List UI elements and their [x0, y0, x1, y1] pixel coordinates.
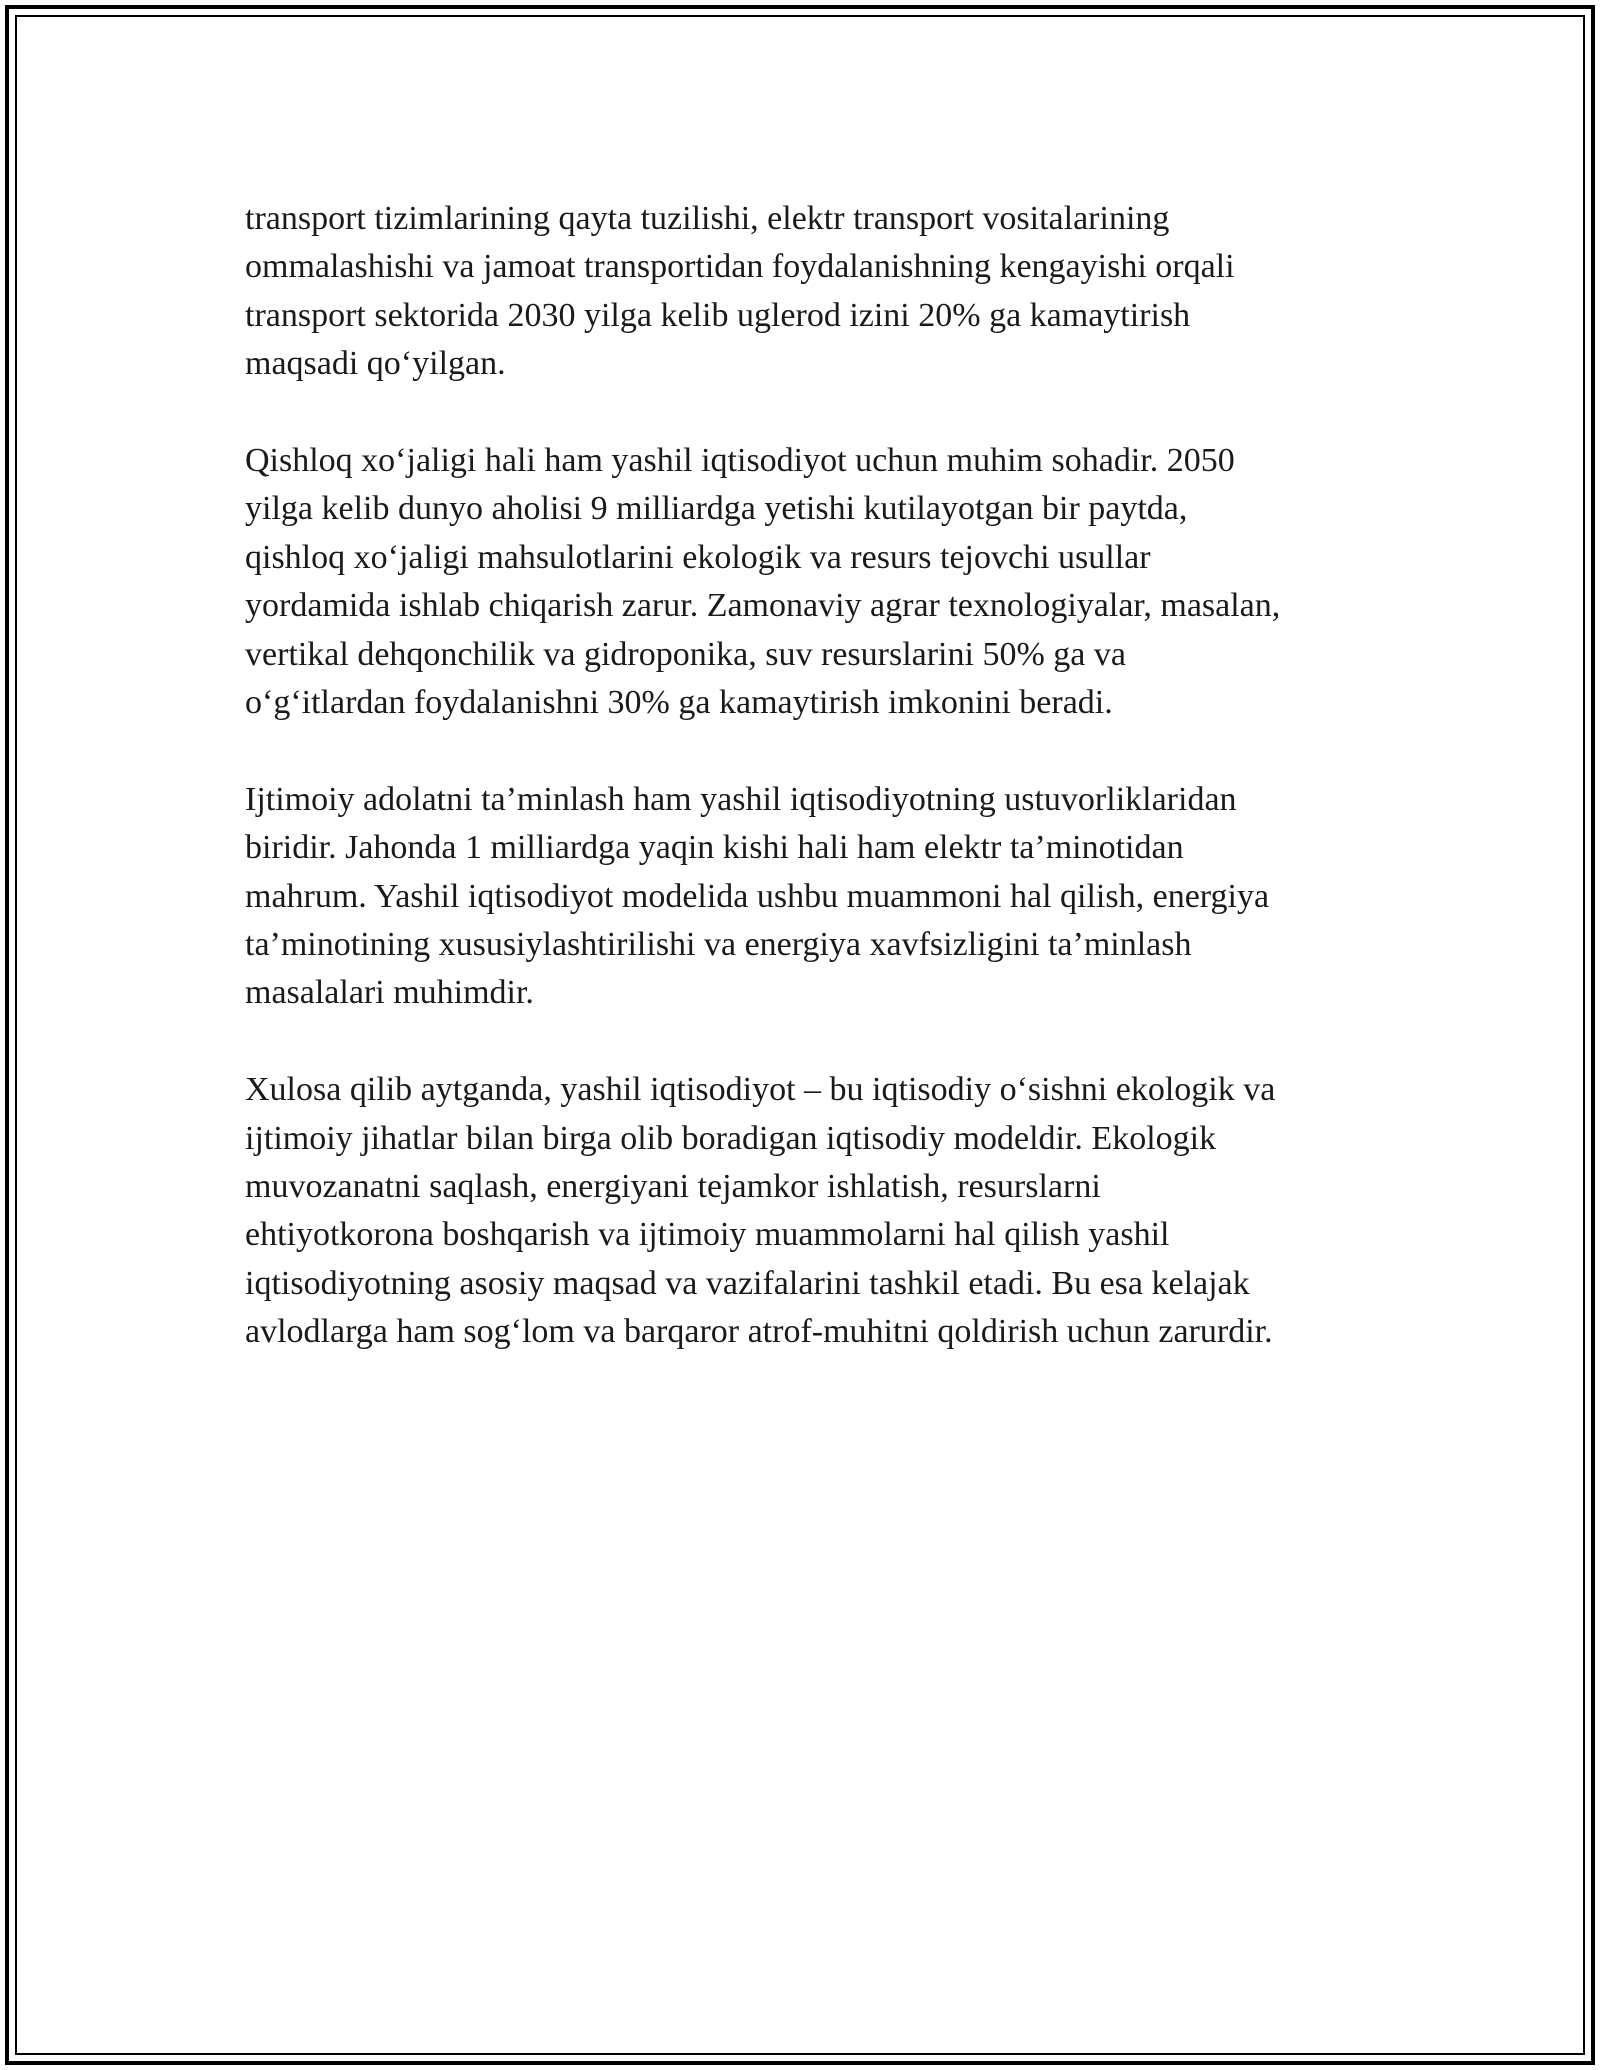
text-line: avlodlarga ham sog‘lom va barqaror atrof-muhitni qoldirish uchun zarurdir.	[245, 1313, 1273, 1351]
text-line: maqsadi qo‘yilgan.	[245, 345, 506, 383]
text-line: ehtiyotkorona boshqarish va ijtimoiy muammolarni hal qilish yashil	[245, 1216, 1170, 1254]
document-body	[245, 195, 1369, 1405]
text-line: Ijtimoiy adolatni ta’minlash ham yashil iqtisodiyotning ustuvorliklaridan	[245, 780, 1237, 818]
page-border	[5, 5, 1595, 2065]
text-line: Qishloq xo‘jaligi hali ham yashil iqtisodiyot uchun muhim sohadir. 2050	[245, 442, 1235, 480]
text-line: transport sektorida 2030 yilga kelib uglerod izini 20% ga kamaytirish	[245, 296, 1191, 334]
text-line: Xulosa qilib aytganda, yashil iqtisodiyot – bu iqtisodiy o‘sishni ekologik va	[245, 1071, 1276, 1109]
text-line: muvozanatni saqlash, energiyani tejamkor ishlatish, resurslarni	[245, 1168, 1101, 1206]
paragraph-conclusion	[245, 1066, 1369, 1356]
text-line: mahrum. Yashil iqtisodiyot modelida ushbu muammoni hal qilish, energiya	[245, 877, 1270, 915]
paragraph-agriculture	[245, 437, 1369, 727]
text-line: yilga kelib dunyo aholisi 9 milliardga yetishi kutilayotgan bir paytda,	[245, 490, 1188, 528]
text-line: ta’minotining xususiylashtirilishi va energiya xavfsizligini ta’minlash	[245, 926, 1192, 964]
text-line: iqtisodiyotning asosiy maqsad va vazifalarini tashkil etadi. Bu esa kelajak	[245, 1264, 1250, 1302]
paragraph-transport	[245, 195, 1369, 389]
text-line: yordamida ishlab chiqarish zarur. Zamonaviy agrar texnologiyalar, masalan,	[245, 587, 1281, 625]
text-line: ijtimoiy jihatlar bilan birga olib boradigan iqtisodiy modeldir. Ekologik	[245, 1119, 1217, 1157]
text-line: vertikal dehqonchilik va gidroponika, suv resurslarini 50% ga va	[245, 635, 1126, 673]
text-line: biridir. Jahonda 1 milliardga yaqin kishi hali ham elektr ta’minotidan	[245, 829, 1184, 867]
text-line: o‘g‘itlardan foydalanishni 30% ga kamaytirish imkonini beradi.	[245, 684, 1113, 722]
text-line: ommalashishi va jamoat transportidan foydalanishning kengayishi orqali	[245, 248, 1235, 286]
paragraph-social-justice	[245, 776, 1369, 1018]
text-line: qishloq xo‘jaligi mahsulotlarini ekologik va resurs tejovchi usullar	[245, 538, 1151, 576]
text-line: masalalari muhimdir.	[245, 974, 534, 1012]
text-line: transport tizimlarining qayta tuzilishi, elektr transport vositalarining	[245, 200, 1170, 237]
